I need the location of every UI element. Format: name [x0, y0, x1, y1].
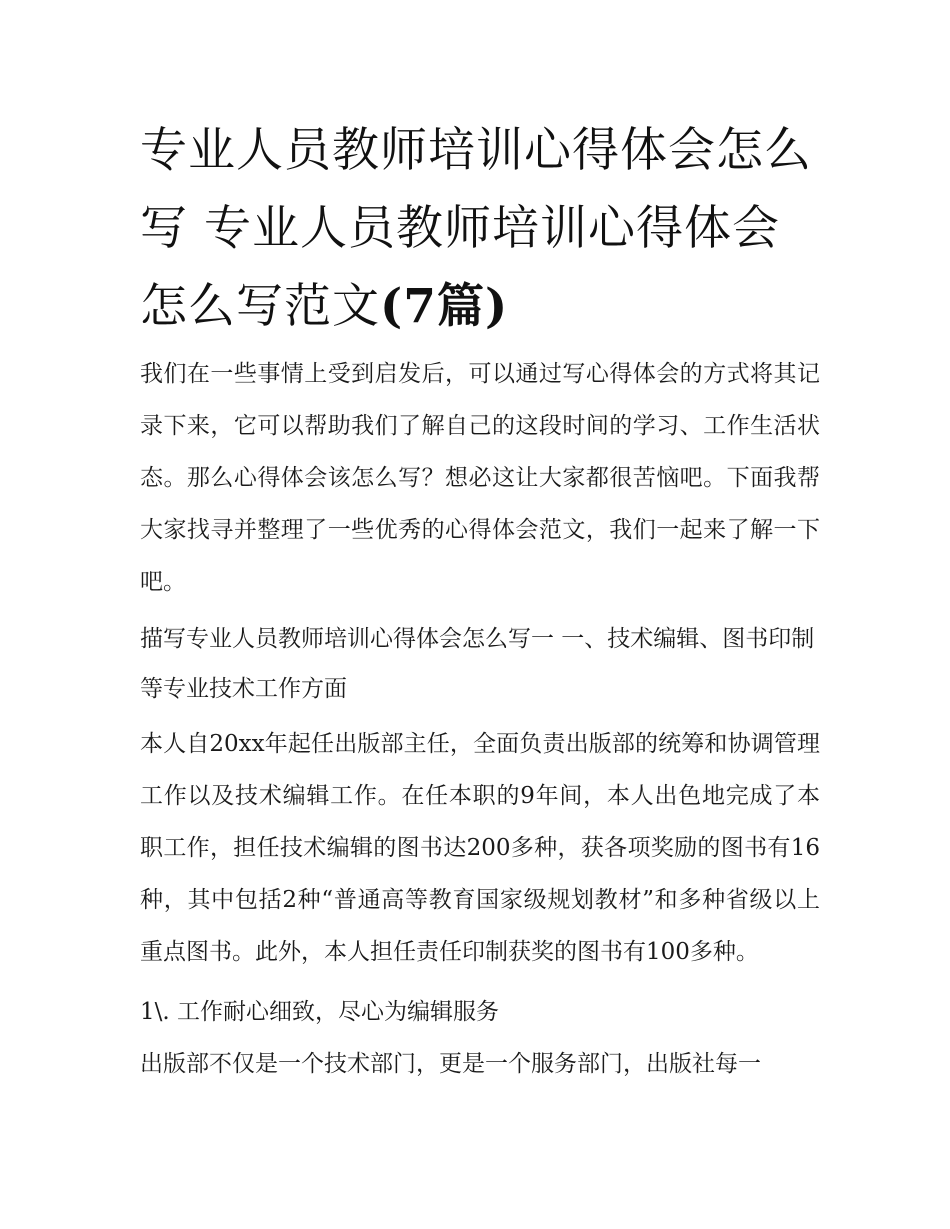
body-paragraph-1: 本人自20xx年起任出版部主任，全面负责出版部的统筹和协调管理工作以及技术编辑工作。在任本职的9年间，本人出色地完成了本职工作，担任技术编辑的图书达200多种，获各项奖励的图书有16种，其中包括2种“普通高等教育国家级规划教材”和多种省级以上重点图书。此外，本人担任责任印制获奖的图书有100多种。 [140, 731, 820, 965]
section-heading: 描写专业人员教师培训心得体会怎么写一 一、技术编辑、图书印制等专业技术工作方面 [140, 626, 815, 702]
title-main: 专业人员教师培训心得体会怎么写 专业人员教师培训心得体会怎么写范文 [140, 123, 812, 334]
intro-paragraph: 我们在一些事情上受到启发后，可以通过写心得体会的方式将其记录下来，它可以帮助我们了解自己的这段时间的学习、工作生活状态。那么心得体会该怎么写？想必这让大家都很苦恼吧。下面我帮大家找寻并整理了一些优秀的心得体会范文，我们一起来了解一下吧。 [140, 361, 820, 595]
document-page [140, 112, 820, 1090]
title-suffix: (7篇) [380, 279, 509, 334]
subheading-1: 1\. 工作耐心细致，尽心为编辑服务 [140, 999, 500, 1025]
document-title [140, 112, 820, 346]
body-paragraph-2: 出版部不仅是一个技术部门，更是一个服务部门，出版社每一 [140, 1051, 761, 1077]
